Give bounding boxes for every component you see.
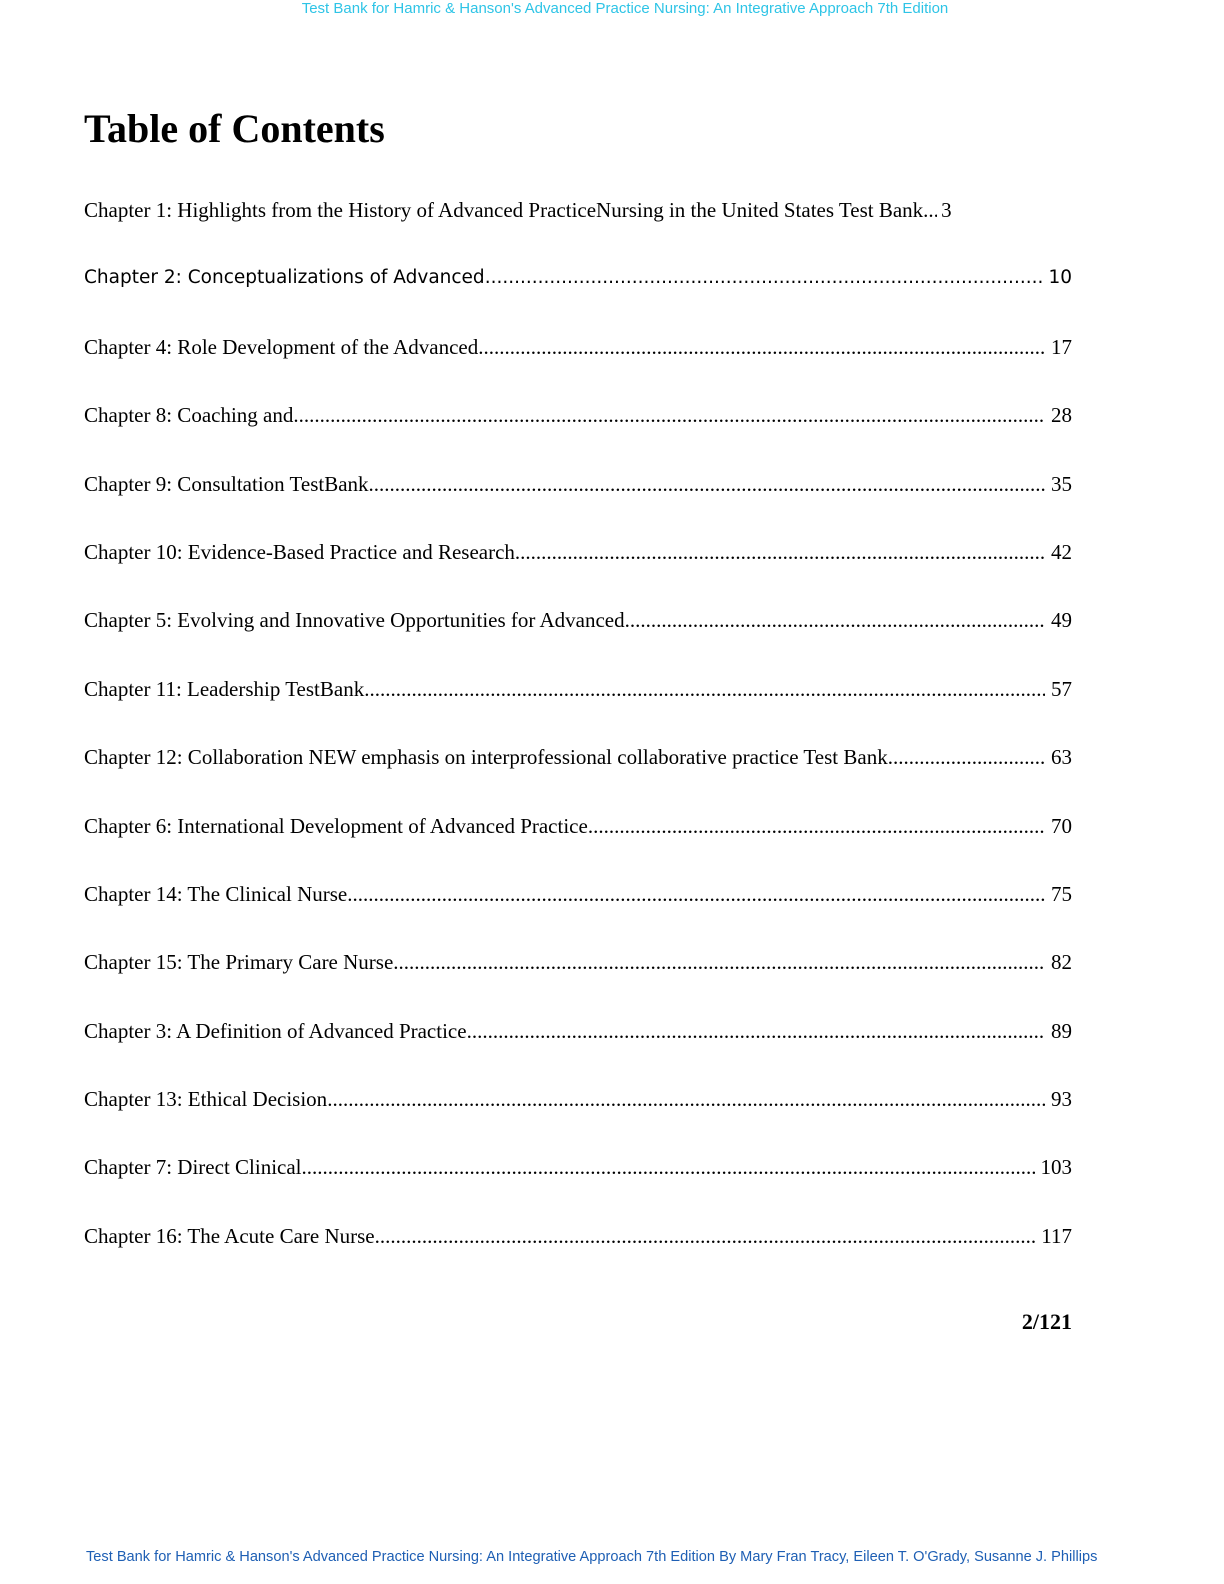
toc-entry-label: Chapter 15: The Primary Care Nurse (84, 950, 394, 975)
toc-entry-chapter-14[interactable] (84, 876, 1072, 944)
toc-entry-page: 63 (1051, 745, 1072, 770)
toc-entry-page: 82 (1051, 950, 1072, 975)
toc-entry-chapter-9[interactable] (84, 466, 1072, 534)
toc-leader-dots (625, 602, 1045, 638)
toc-leader-dots (485, 260, 1043, 296)
toc-leader-dots (478, 329, 1045, 365)
toc-list (84, 192, 1072, 1286)
toc-entry-chapter-11[interactable] (84, 671, 1072, 739)
toc-entry-page: 57 (1051, 676, 1072, 701)
toc-entry-page: 103 (1040, 1155, 1072, 1180)
toc-entry-label: Chapter 8: Coaching and (84, 403, 294, 428)
toc-entry-label: Chapter 4: Role Development of the Advanced (84, 334, 479, 359)
toc-entry-page: 117 (1041, 1223, 1072, 1248)
toc-leader-dots (347, 876, 1045, 912)
toc-leader-dots (467, 1013, 1045, 1049)
toc-leader-dots (888, 739, 1045, 775)
toc-entry-chapter-10[interactable] (84, 534, 1072, 602)
toc-entry-chapter-15[interactable] (84, 944, 1072, 1012)
toc-entry-page: 49 (1051, 608, 1072, 633)
toc-entry-chapter-2[interactable] (84, 260, 1072, 328)
toc-entry-label: Chapter 6: International Development of Advanced Practice (84, 813, 588, 838)
toc-entry-label: Chapter 1: Highlights from the History of Advanced PracticeNursing in the United States Test Bank (84, 198, 924, 222)
toc-leader-dots (393, 944, 1045, 980)
toc-entry-label: Chapter 9: Consultation TestBank (84, 471, 369, 496)
header-note: Test Bank for Hamric & Hanson's Advanced Practice Nursing: An Integrative Approach 7th Edition (301, 0, 949, 17)
toc-entry-page: 70 (1051, 813, 1072, 838)
toc-entry-label: Chapter 13: Ethical Decision (84, 1087, 328, 1112)
toc-leader-dots (293, 397, 1045, 433)
toc-entry-chapter-7[interactable] (84, 1149, 1072, 1217)
toc-leader-dots (375, 1218, 1036, 1254)
toc-leader-dots (364, 671, 1045, 707)
toc-entry-label: Chapter 14: The Clinical Nurse (84, 881, 348, 906)
toc-entry-label: Chapter 3: A Definition of Advanced Practice (84, 1018, 467, 1043)
toc-leader-dots (588, 808, 1045, 844)
toc-entry-page: 35 (1051, 471, 1072, 496)
toc-entry-chapter-6[interactable] (84, 808, 1072, 876)
toc-entry-page: 75 (1051, 881, 1072, 906)
toc-leader-dots (369, 466, 1045, 502)
toc-entry-label: Chapter 5: Evolving and Innovative Opportunities for Advanced (84, 608, 625, 633)
toc-entry-chapter-16[interactable] (84, 1218, 1072, 1286)
toc-entry-label: Chapter 11: Leadership TestBank (84, 676, 365, 701)
toc-entry-chapter-4[interactable] (84, 329, 1072, 397)
toc-entry-page: 3 (941, 198, 952, 222)
toc-entry-page: 93 (1051, 1087, 1072, 1112)
page-number: 2/121 (1021, 1309, 1072, 1334)
toc-entry-chapter-8[interactable] (84, 397, 1072, 465)
toc-entry-chapter-13[interactable] (84, 1081, 1072, 1149)
toc-entry-label: Chapter 12: Collaboration NEW emphasis on interprofessional collaborative practice Test Bank (84, 745, 888, 770)
toc-entry-label: Chapter 2: Conceptualizations of Advanced (84, 267, 485, 289)
toc-entry-chapter-3[interactable] (84, 1013, 1072, 1081)
toc-entry-chapter-12[interactable] (84, 739, 1072, 807)
toc-leader-dots (302, 1149, 1035, 1185)
toc-entry-page: 17 (1051, 334, 1072, 359)
toc-entry-page: 42 (1051, 539, 1072, 564)
toc-entry-page: 89 (1051, 1018, 1072, 1043)
toc-entry-chapter-5[interactable] (84, 602, 1072, 670)
toc-entry-label: Chapter 7: Direct Clinical (84, 1155, 302, 1180)
toc-entry-label: Chapter 10: Evidence-Based Practice and Research (84, 539, 515, 564)
toc-leader-dots (515, 534, 1045, 570)
footer-note: Test Bank for Hamric & Hanson's Advanced Practice Nursing: An Integrative Approach 7th Edition By Mary Fran Tracy, Eileen T. O'Grady, Susanne J. Phillips (86, 1549, 1098, 1565)
toc-entry-chapter-1[interactable] (84, 192, 1072, 260)
toc-leader-dots (923, 192, 937, 228)
toc-entry-page: 10 (1048, 267, 1072, 289)
toc-entry-label: Chapter 16: The Acute Care Nurse (84, 1223, 375, 1248)
toc-title: Table of Contents (84, 106, 385, 151)
toc-entry-page: 28 (1051, 403, 1072, 428)
toc-leader-dots (327, 1081, 1045, 1117)
